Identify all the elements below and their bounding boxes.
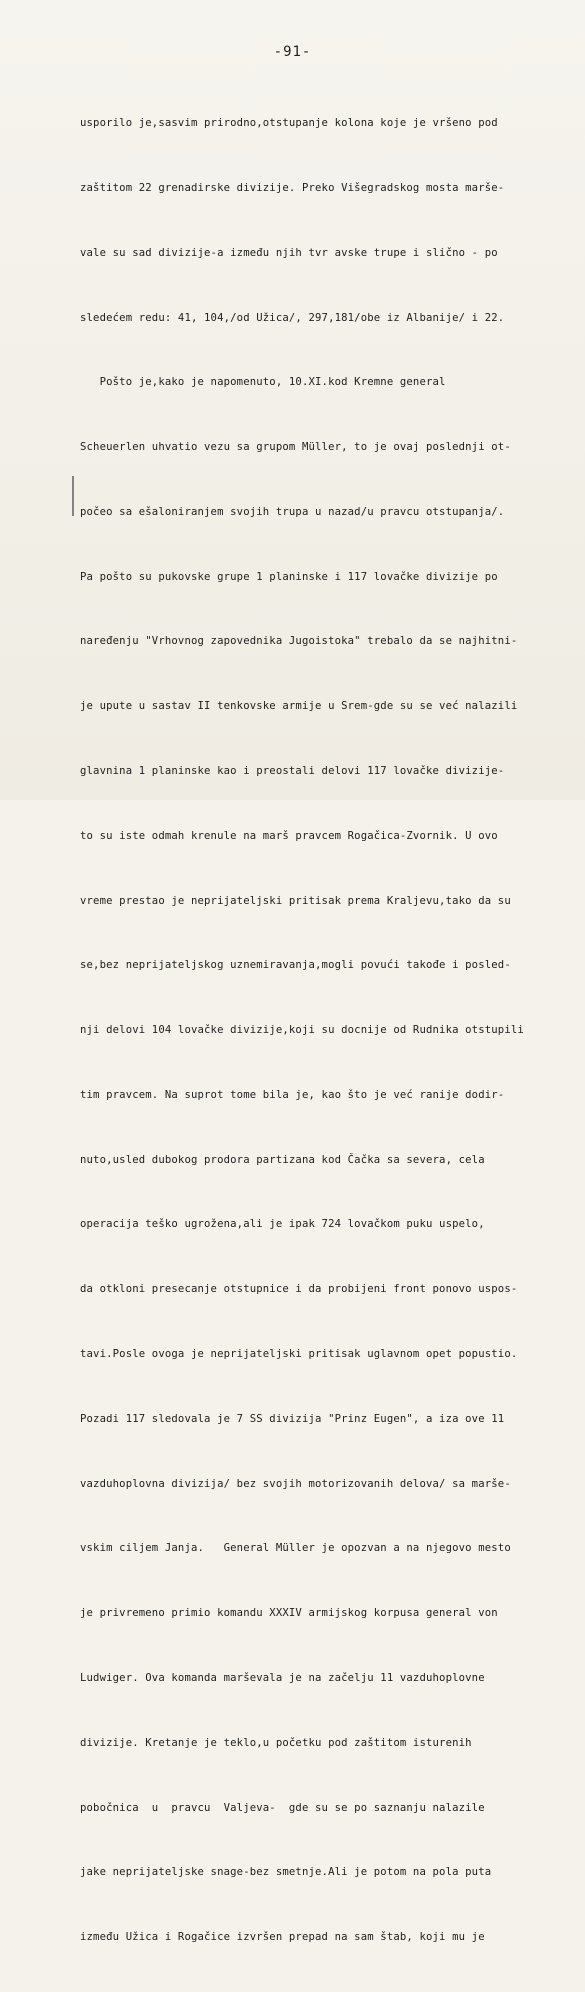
margin-mark (72, 476, 74, 516)
text-line: vskim ciljem Janja. General Müller je opozvan a na njegovo mesto (80, 1542, 511, 1555)
text-line: pobočnica u pravcu Valjeva- gde su se po saznanju nalazile (80, 1801, 485, 1814)
archive-stamp (453, 14, 573, 38)
text-line: zaštitom 22 grenadirske divizije. Preko Višegradskog mosta marše- (80, 181, 505, 194)
text-line: je privremeno primio komandu XXXIV armijskog korpusa general von (80, 1607, 498, 1620)
stamp-line (453, 14, 573, 22)
text-line: to su iste odmah krenule na marš pravcem Rogačica-Zvornik. U ovo (80, 829, 498, 842)
stamp-line (453, 30, 573, 38)
text-line: nji delovi 104 lovačke divizije,koji su docnije od Rudnika otstupili (80, 1024, 524, 1037)
text-line: Pa pošto su pukovske grupe 1 planinske i 117 lovačke divizije po (80, 570, 498, 583)
text-line: sledećem redu: 41, 104,/od Užica/, 297,181/obe iz Albanije/ i 22. (80, 311, 505, 324)
text-line: nuto,usled dubokog prodora partizana kod Čačka sa severa, cela (80, 1153, 485, 1166)
text-line: tavi.Posle ovoga je neprijateljski pritisak uglavnom opet popustio. (80, 1348, 518, 1361)
text-line: jake neprijateljske snage-bez smetnje.Ali je potom na pola puta (80, 1866, 492, 1879)
text-line: se,bez neprijateljskog uznemiravanja,mogli povući takođe i posled- (80, 959, 511, 972)
text-line: između Užica i Rogačice izvršen prepad na sam štab, koji mu je (80, 1931, 485, 1944)
text-line: je upute u sastav II tenkovske armije u Srem-gde su se već nalazili (80, 700, 518, 713)
text-line: naređenju "Vrhovnog zapovednika Jugoistoka" trebalo da se najhitni- (80, 635, 518, 648)
text-line: Pozadi 117 sledovala je 7 SS divizija "Prinz Eugen", a iza ove 11 (80, 1412, 505, 1425)
text-line: Ludwiger. Ova komanda marševala je na začelju 11 vazduhoplovne (80, 1671, 485, 1684)
text-line: vreme prestao je neprijateljski pritisak prema Kraljevu,tako da su (80, 894, 511, 907)
text-line: vazduhoplovna divizija/ bez svojih motorizovanih delova/ sa marše- (80, 1477, 511, 1490)
text-line: usporilo je,sasvim prirodno,otstupanje kolona koje je vršeno pod (80, 117, 498, 130)
stamp-line (453, 22, 573, 30)
typed-body-text (80, 70, 575, 1992)
text-line: tim pravcem. Na suprot tome bila je, kao što je već ranije dodir- (80, 1088, 505, 1101)
page-number: -91- (273, 44, 312, 60)
text-line: vale su sad divizije-a između njih tvr avske trupe i slično - po (80, 246, 498, 259)
text-line: Pošto je,kako je napomenuto, 10.XI.kod Kremne general (80, 376, 446, 389)
text-line: operacija teško ugrožena,ali je ipak 724 lovačkom puku uspelo, (80, 1218, 485, 1231)
text-line: da otkloni presecanje otstupnice i da probijeni front ponovo uspos- (80, 1283, 518, 1296)
text-line: glavnina 1 planinske kao i preostali delovi 117 lovačke divizije- (80, 765, 505, 777)
text-line: Scheuerlen uhvatio vezu sa grupom Müller, to je ovaj poslednji ot- (80, 441, 511, 454)
text-line: počeo sa ešaloniranjem svojih trupa u nazad/u pravcu otstupanja/. (80, 505, 505, 518)
text-line: divizije. Kretanje je teklo,u početku pod zaštitom isturenih (80, 1736, 472, 1749)
